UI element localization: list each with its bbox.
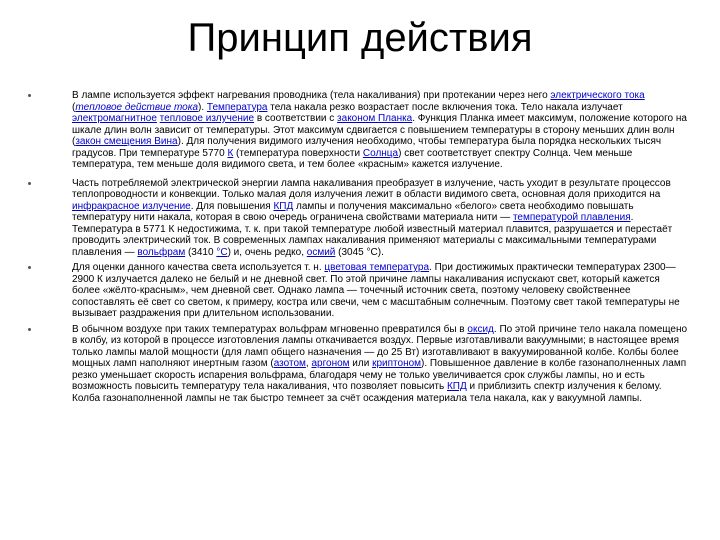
text-run: ). Повышенное давление в колбе газонаполненных ламп резко уменьшает скорость испарения вольфрама, благодаря чему не только увеличивается срок службы лампы, но и есть возможность повысить температуру тела накаливания, что позволяет повысить xyxy=(72,358,687,392)
bullet-icon xyxy=(28,94,31,97)
bullet-item xyxy=(28,90,688,171)
wiki-link[interactable]: электрического тока xyxy=(550,90,645,101)
wiki-link[interactable]: закон смещения Вина xyxy=(75,136,178,147)
wiki-link[interactable]: криптоном xyxy=(372,358,422,369)
text-run: . Температура в 5771 К недостижима, т. к. при такой температуре любой известный материал плавится, разрушается и перестаёт проводить электрический ток. В современных лампах накаливания применяют материалы с максимальными температурами плавления — xyxy=(72,212,673,258)
wiki-link[interactable]: азотом xyxy=(273,358,306,369)
bullet-icon xyxy=(28,266,31,269)
bullet-item xyxy=(28,324,688,405)
text-run: в соответствии с xyxy=(254,113,338,124)
wiki-link[interactable]: Температура xyxy=(206,101,268,113)
text-run: ) и, очень редко, xyxy=(227,246,307,258)
text-run: ( xyxy=(72,101,76,113)
text-run: В обычном воздухе при таких температурах вольфрам мгновенно превратился бы в xyxy=(72,323,468,335)
wiki-link[interactable]: оксид xyxy=(467,323,494,335)
text-run: Для оценки данного качества света используется т. н. xyxy=(72,262,325,273)
text-run: ). xyxy=(198,101,207,113)
wiki-link[interactable]: КПД xyxy=(273,200,294,212)
bullet-list xyxy=(28,90,688,404)
text-run: . По этой причине тело накала помещено в колбу, из которой в процессе изготовления лампы откачивается воздух. Первые изготавливали вакуумными; в настоящее время только лампы малой мощности (для ламп общего назначения — до 25 Вт) изготавливают в вакуумированной колбе. Колбы более мощных ламп наполняют инертным газом ( xyxy=(72,323,688,369)
text-run: ). Для получения видимого излучения необходимо, чтобы температура была порядка нескольких тысяч градусов. При температуре 5770 xyxy=(72,136,662,159)
wiki-link[interactable]: законом Планка xyxy=(337,113,413,124)
bullet-item xyxy=(28,178,688,259)
wiki-link[interactable]: аргоном xyxy=(311,358,350,369)
wiki-link[interactable]: электромагнитное xyxy=(72,113,157,124)
bullet-text xyxy=(72,262,688,320)
wiki-link[interactable]: К xyxy=(227,147,234,159)
bullet-text xyxy=(72,324,688,405)
text-run: ) свет соответствует спектру Солнца. Чем меньше температура, тем меньше доля видимого света, и тем более «красным» кажется излучение. xyxy=(72,147,633,170)
text-run: Часть потребляемой электрической энергии лампа накаливания преобразует в излучение, часть уходит в результате процессов теплопроводности и конвекции. Только малая доля излучения лежит в области видимого света, основная доля приходится на xyxy=(72,177,671,200)
wiki-link[interactable]: КПД xyxy=(446,381,467,392)
bullet-icon xyxy=(28,328,31,331)
text-run: (3410 xyxy=(185,246,217,258)
text-run: . Функция Планка имеет максимум, положение которого на шкале длин волн зависит от температуры. Этот максимум сдвигается с повышением температуры в сторону меньших длин волн ( xyxy=(72,113,687,147)
bullet-icon xyxy=(28,182,31,185)
text-run: (3045 °C). xyxy=(335,246,384,258)
bullet-item xyxy=(28,262,688,320)
text-run: или xyxy=(349,358,373,369)
text-run: . Для повышения xyxy=(190,200,274,212)
bullet-text xyxy=(72,178,688,259)
wiki-link[interactable]: инфракрасное излучение xyxy=(72,200,191,212)
wiki-link[interactable]: тепловое действие тока xyxy=(75,101,199,113)
text-run: , xyxy=(305,358,312,369)
text-run: тела накала резко возрастает после включения тока. Тело накала излучает xyxy=(267,101,623,113)
wiki-link[interactable]: тепловое излучение xyxy=(159,113,255,124)
wiki-link[interactable]: осмий xyxy=(306,246,336,258)
slide-title: Принцип действия xyxy=(187,16,533,60)
text-run: и приблизить спектр излучения к белому. Колба газонаполненной лампы не так быстро темнеет за счёт осаждения материала тела накала, как у вакуумной лампы. xyxy=(72,381,662,404)
text-run: (температура поверхности xyxy=(233,147,363,159)
wiki-link[interactable]: температурой плавления xyxy=(512,212,631,223)
wiki-link[interactable]: цветовая температура xyxy=(324,262,430,273)
text-run: лампы и получения максимально «белого» света необходимо повышать температуру нити накала, которая в свою очередь ограничена свойствами материала нити — xyxy=(72,200,634,223)
wiki-link[interactable]: Солнца xyxy=(362,147,399,159)
bullet-text xyxy=(72,90,688,171)
text-run: В лампе используется эффект нагревания проводника (тела накаливания) при протекании через него xyxy=(72,90,551,101)
wiki-link[interactable]: °C xyxy=(216,246,228,258)
text-run: . При достижимых практически температурах 2300—2900 К излучается далеко не белый и не дневной свет. По этой причине лампы накаливания испускают свет, который кажется более «жёлто-красным», чем дневной свет. Однако лампа — точечный источник света, поэтому человеку свойственнее сопоставлять её свет со светом, к примеру, костра или свечи, чем с масштабным солнечным. Поэтому свет такой температуры не вызывает раздражения при длительном использовании. xyxy=(72,262,680,319)
wiki-link[interactable]: вольфрам xyxy=(137,246,186,258)
